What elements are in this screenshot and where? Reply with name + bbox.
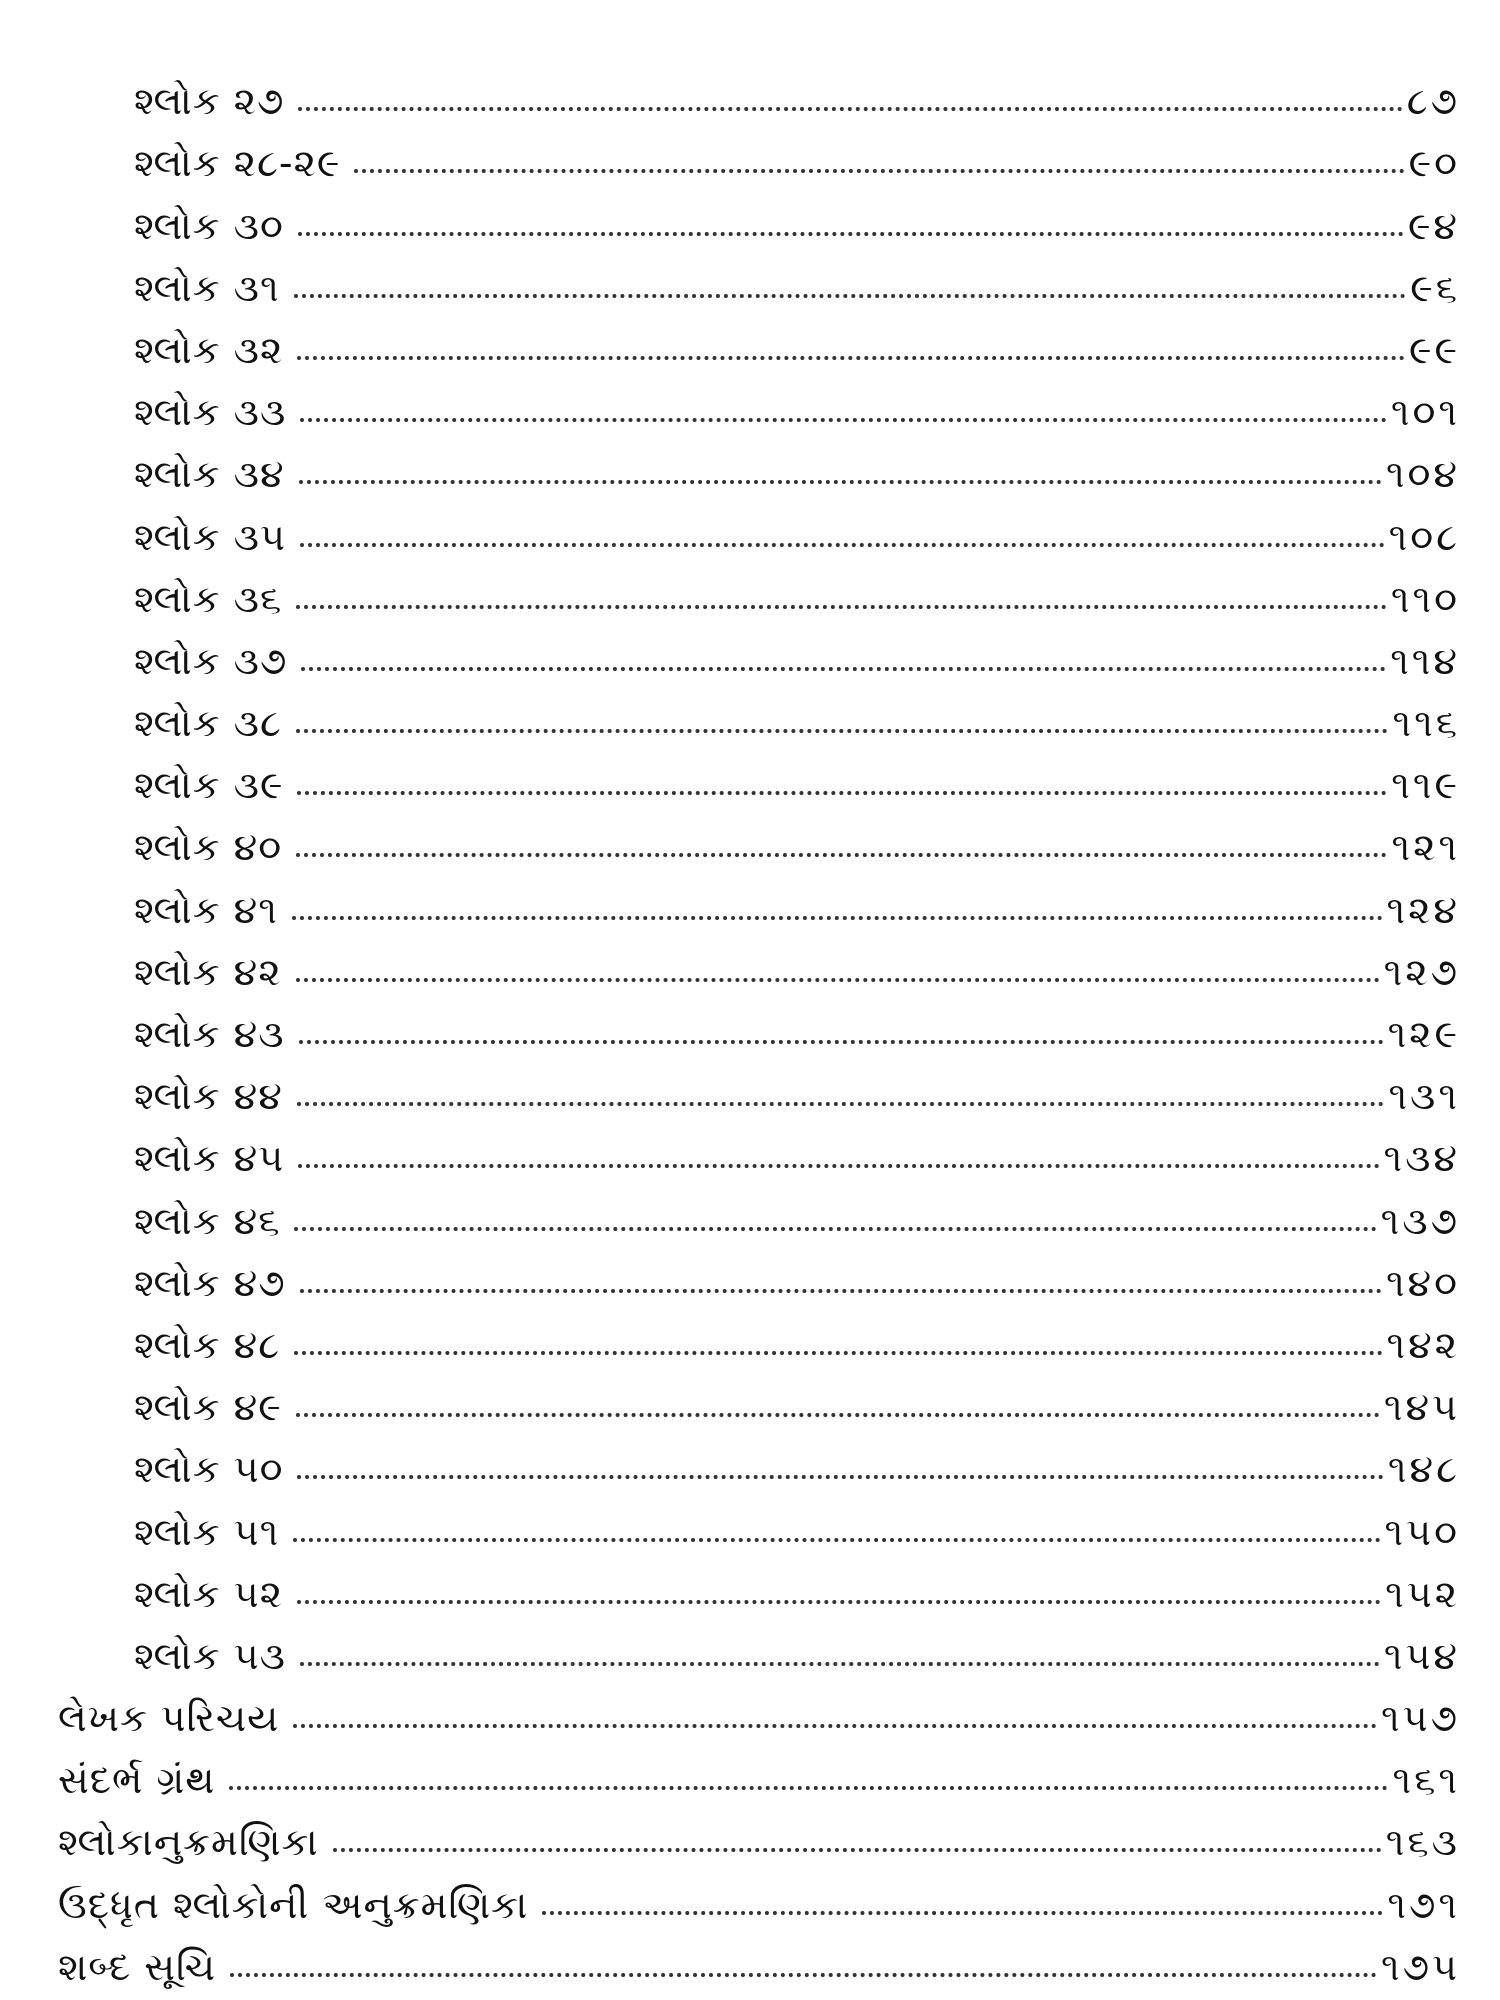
toc-entry-page-number: ૧૬૩ xyxy=(1385,1820,1460,1865)
toc-entry[interactable] xyxy=(0,1426,1500,1492)
dot-leader xyxy=(298,232,1404,236)
toc-entry-label: શ્લોક ૩૭ xyxy=(134,638,288,683)
toc-entry[interactable] xyxy=(0,245,1500,310)
toc-entry-page-number: ૧૫૭ xyxy=(1381,1696,1460,1741)
toc-entry[interactable] xyxy=(0,1613,1500,1678)
dot-leader xyxy=(296,729,1389,733)
dot-leader xyxy=(293,1724,1377,1728)
dot-leader xyxy=(299,480,1382,484)
toc-entry[interactable] xyxy=(0,929,1500,994)
toc-entry-label: શ્લોક ૫૨ xyxy=(134,1571,283,1616)
dot-leader xyxy=(296,853,1387,857)
toc-entry[interactable] xyxy=(0,1737,1500,1803)
toc-entry-page-number: ૧૧૬ xyxy=(1392,701,1460,746)
dot-leader xyxy=(294,294,1407,298)
toc-entry[interactable] xyxy=(0,1302,1500,1367)
toc-entry-page-number: ૧૪૮ xyxy=(1387,1447,1460,1492)
dot-leader xyxy=(301,667,1386,671)
dot-leader xyxy=(294,1227,1376,1231)
toc-entry[interactable] xyxy=(0,1675,1500,1741)
dot-leader xyxy=(296,1413,1380,1417)
dot-leader xyxy=(297,1600,1381,1604)
toc-entry-label: શ્લોક ૪૨ xyxy=(134,949,282,994)
toc-entry-page-number: ૧૫૪ xyxy=(1383,1633,1460,1678)
toc-entry-label: સંદર્ભ ગ્રંથ xyxy=(58,1758,216,1803)
dot-leader xyxy=(298,107,1402,111)
toc-entry-page-number: ૧૦૮ xyxy=(1388,514,1460,559)
dot-leader xyxy=(333,1848,1382,1852)
toc-entry-page-number: ૧૭૫ xyxy=(1381,1944,1460,1989)
toc-entry-label: શ્લોક ૩૫ xyxy=(134,514,286,559)
dot-leader xyxy=(300,1662,1380,1666)
toc-entry-label: શ્લોક ૫૧ xyxy=(134,1509,280,1554)
dot-leader xyxy=(298,1164,1379,1168)
toc-entry[interactable] xyxy=(0,1861,1500,1927)
toc-entry-page-number: ૧૧૪ xyxy=(1390,638,1460,683)
toc-entry[interactable] xyxy=(0,1053,1500,1119)
toc-entry-page-number: ૧૩૧ xyxy=(1388,1074,1460,1119)
toc-entry-label: શ્લોક ૫૦ xyxy=(134,1447,284,1492)
toc-entry-page-number: ૧૪૦ xyxy=(1385,1260,1460,1305)
dot-leader xyxy=(293,1538,1380,1542)
toc-entry-page-number: ૧૪૫ xyxy=(1383,1385,1460,1430)
toc-entry-label: લેખક પરિચય xyxy=(58,1696,280,1741)
toc-entry-label: શ્લોક ૩૧ xyxy=(134,265,280,310)
toc-entry-page-number: ૯૯ xyxy=(1409,327,1460,372)
toc-entry-page-number: ૧૨૧ xyxy=(1391,825,1460,870)
toc-entry-page-number: ૧૦૧ xyxy=(1390,390,1460,435)
toc-entry-label: શ્લોક ૩૪ xyxy=(134,452,285,497)
toc-entry-label: શ્લોક ૪૧ xyxy=(134,887,278,932)
toc-entry-page-number: ૧૧૦ xyxy=(1390,576,1460,621)
toc-entry[interactable] xyxy=(0,1799,1500,1865)
toc-entry-label: શ્લોક ૩૮ xyxy=(134,701,282,746)
dot-leader xyxy=(299,1040,1384,1044)
toc-entry-label: શ્લોક ૪૭ xyxy=(134,1260,286,1305)
toc-entry-page-number: ૧૨૯ xyxy=(1387,1012,1460,1056)
toc-entry-page-number: ૧૩૭ xyxy=(1380,1198,1460,1243)
toc-entry[interactable] xyxy=(0,1115,1500,1181)
toc-entry[interactable] xyxy=(0,120,1500,186)
toc-entry-label: શ્લોક ૩૨ xyxy=(134,327,284,372)
toc-entry[interactable] xyxy=(0,556,1500,621)
toc-entry-label: શ્લોક ૪૯ xyxy=(134,1385,282,1430)
dot-leader xyxy=(297,356,1405,360)
toc-entry[interactable] xyxy=(0,1924,1500,1989)
toc-entry-page-number: ૧૩૪ xyxy=(1383,1136,1460,1181)
toc-entry-page-number: ૮૭ xyxy=(1406,79,1460,124)
dot-leader xyxy=(297,1102,1385,1106)
dot-leader xyxy=(296,605,1387,609)
toc-entry-page-number: ૧૨૪ xyxy=(1386,887,1460,932)
toc-entry-page-number: ૧૪૨ xyxy=(1386,1322,1460,1367)
toc-entry[interactable] xyxy=(0,307,1500,372)
toc-entry[interactable] xyxy=(0,1488,1500,1554)
toc-entry[interactable] xyxy=(0,804,1500,870)
toc-entry-label: શ્લોક ૩૬ xyxy=(134,576,283,621)
toc-entry-label: શ્લોક ૨૮-૨૯ xyxy=(134,141,341,186)
toc-entry-page-number: ૧૧૯ xyxy=(1391,763,1460,808)
table-of-contents xyxy=(0,58,1500,1989)
toc-entry[interactable] xyxy=(0,1240,1500,1305)
toc-entry-label: શ્લોક ૫૩ xyxy=(134,1633,286,1678)
toc-entry[interactable] xyxy=(0,991,1500,1056)
toc-entry[interactable] xyxy=(0,742,1500,808)
dot-leader xyxy=(297,791,1387,795)
toc-entry-label: શ્લોક ૪૪ xyxy=(134,1074,283,1119)
toc-entry[interactable] xyxy=(0,1364,1500,1430)
toc-entry-page-number: ૧૭૧ xyxy=(1387,1882,1460,1927)
toc-entry-label: શ્લોક ૪૬ xyxy=(134,1198,281,1243)
dot-leader xyxy=(354,169,1404,173)
dot-leader xyxy=(229,1786,1388,1790)
dot-leader xyxy=(300,1289,1382,1293)
dot-leader xyxy=(542,1911,1383,1915)
toc-entry-page-number: ૯૬ xyxy=(1410,265,1460,310)
toc-entry-label: શ્લોક ૪૦ xyxy=(134,825,283,870)
dot-leader xyxy=(294,1351,1382,1355)
toc-entry[interactable] xyxy=(0,431,1500,497)
dot-leader xyxy=(300,543,1385,547)
toc-entry[interactable] xyxy=(0,618,1500,683)
toc-entry-page-number: ૧૬૧ xyxy=(1392,1758,1460,1803)
toc-entry[interactable] xyxy=(0,680,1500,746)
toc-entry[interactable] xyxy=(0,1177,1500,1243)
toc-entry-label: શ્લોક ૩૯ xyxy=(134,763,284,808)
dot-leader xyxy=(230,1973,1377,1977)
toc-entry[interactable] xyxy=(0,1551,1500,1616)
toc-entry-label: શ્લોક ૨૭ xyxy=(134,79,285,124)
toc-entry-page-number: ૧૦૪ xyxy=(1385,452,1460,497)
dot-leader xyxy=(297,1475,1383,1479)
toc-entry-page-number: ૧૨૭ xyxy=(1383,949,1460,994)
dot-leader xyxy=(296,978,1380,982)
toc-entry[interactable] xyxy=(0,369,1500,435)
toc-entry[interactable] xyxy=(0,493,1500,559)
toc-entry-page-number: ૧૫૨ xyxy=(1385,1571,1460,1616)
toc-entry[interactable] xyxy=(0,866,1500,932)
toc-entry-page-number: ૧૫૦ xyxy=(1384,1509,1460,1554)
toc-entry-page-number: ૯૦ xyxy=(1408,141,1460,186)
toc-entry-label: શ્લોક ૩૦ xyxy=(134,203,284,248)
toc-entry-label: ઉદ્ધૃત શ્લોકોની અનુક્રમણિકા xyxy=(58,1882,529,1927)
toc-entry-label: શ્લોક ૩૩ xyxy=(134,390,287,435)
dot-leader xyxy=(292,916,1383,920)
toc-entry-page-number: ૯૪ xyxy=(1407,203,1460,248)
toc-entry-label: શ્લોકાનુક્રમણિકા xyxy=(58,1820,319,1865)
dot-leader xyxy=(300,418,1387,422)
toc-entry[interactable] xyxy=(0,58,1500,124)
toc-entry-label: શબ્દ સૂચિ xyxy=(58,1944,216,1989)
toc-entry-label: શ્લોક ૪૩ xyxy=(134,1012,285,1056)
toc-entry-label: શ્લોક ૪૫ xyxy=(134,1136,285,1181)
toc-entry[interactable] xyxy=(0,182,1500,248)
toc-entry-label: શ્લોક ૪૮ xyxy=(134,1322,281,1367)
